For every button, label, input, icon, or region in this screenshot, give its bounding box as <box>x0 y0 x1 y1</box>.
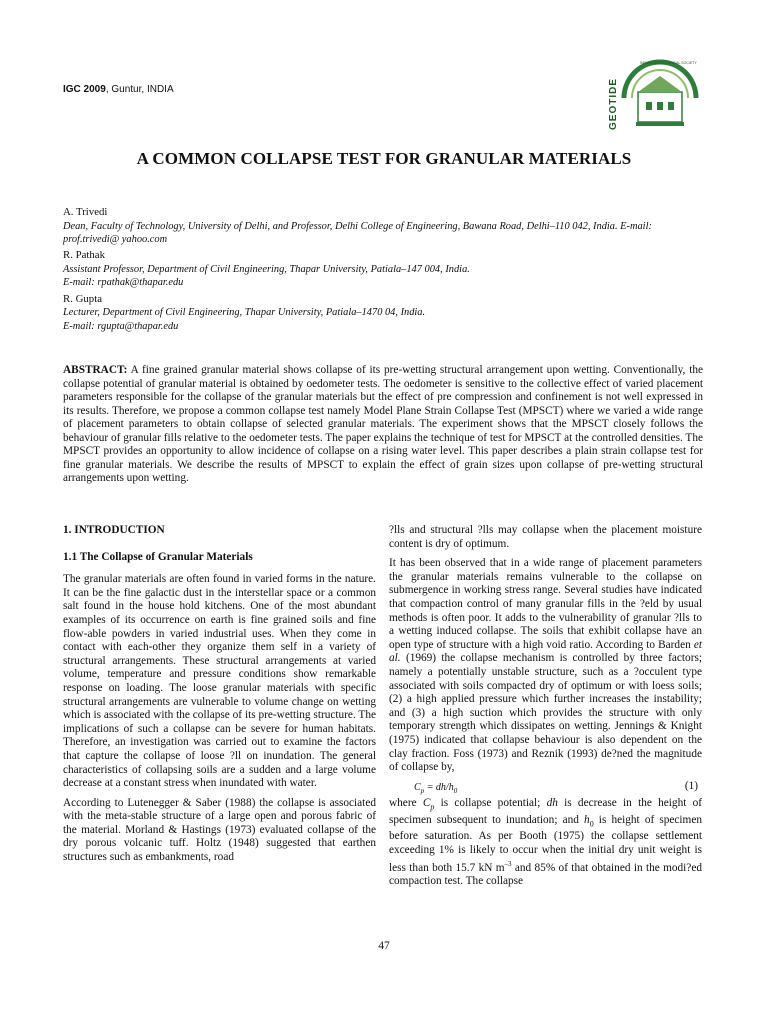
conference-name: IGC 2009 <box>63 84 106 95</box>
page-number: 47 <box>378 940 390 952</box>
paragraph-text: (1969) the collapse mechanism is controlled by three factors; namely a potentially unstable structure, such as a ?occulent type associated with soils compacted dry of optimum or with loess soils; (2) a high applied pressure which further increases the instability; and (3) a high suction which provides the structure with only temporary strength which dissipates on wetting. Jennings & Knight (1975) indicated that collapse behaviour is also dependent on the clay fraction. Foss (1973) and Reznik (1993) de?ned the magnitude of collapse by, <box>389 652 702 774</box>
equation <box>389 779 702 795</box>
equation-formula: $C_p = dh/h_0$ <box>414 781 458 795</box>
author-name: A. Trivedi <box>63 206 108 218</box>
subsection-heading: 1.1 The Collapse of Granular Materials <box>63 550 253 563</box>
author-email: E-mail: rpathak@thapar.edu <box>63 277 184 289</box>
paragraph: where $C_p$ is collapse potential; dh is decrease in the height of specimen subsequent to inundation; and $h_0$ is height of specimen before saturation. As per Booth (1975) the collapse settlement exceeding 1% is likely to occur when the initial dry unit weight is less than both 15.7 kN $m^{-3}$ and 85% of that obtained in the modi?ed compaction test. The collapse <box>389 796 703 887</box>
author-affiliation: Lecturer, Department of Civil Engineering, Thapar University, Patiala–1470 04, India. <box>63 307 426 319</box>
abstract-text: A fine grained granular material shows collapse of its pre-wetting structural arrangement upon wetting. Conventionally, the collapse potential of granular material is obtained by oedometer tests. The oedometer is sensitive to the collective effect of varied placement parameters responsible for the collapse of the granular materials but the effect of pre compression and confinement is not well expressed in its results. Therefore, we propose a common collapse test namely Model Plane Strain Collapse Test (MPSCT) where we varied a wide range of placement parameters to obtain collapse of selected granular materials. The experiment shows that the MPSCT closely follows the behaviour of granular fills relative to the oedometer tests. The paper explains the technique of test for MPSCT at the controlled densities. The MPSCT provides an opportunity to allow incidence of collapse on a rising water level. This paper describes a plain strain collapse test for fine granular materials. We describe the results of MPSCT to explain the effect of grain sizes upon collapse of pre-wetting structural arrangements upon wetting. <box>63 364 704 485</box>
conference-header <box>63 84 174 95</box>
author-block <box>63 206 703 333</box>
right-column <box>389 524 702 895</box>
paragraph: The granular materials are often found in varied forms in the nature. It can be the fine galactic dust in the interstellar space or a common salt found in the house hold kitchens. One of the most abundant examples of its occurrence on earth is fine grained soils and fine flow-able powders in varied industrial uses. When they come in contact with each-other they organize them self in a variety of structural arrangements. These structural arrangements at varied volume, temperature and pressure conditions show remarkable response on loading. The loose granular materials with specific structural arrangements are vulnerable to volume change on wetting which is associated with the collapse of its pre-wetting structure. The implications of such a collapse can be severe for human habitats. Therefore, an investigation was carried out to examine the factors that capture the collapse of loose ?ll on inundation. The general characteristics of collapsing soils are a sudden and a large volume decrease at a constant stress when inundated with water. <box>63 573 376 790</box>
abstract <box>63 364 703 486</box>
paper-title: A COMMON COLLAPSE TEST FOR GRANULAR MATERIALS <box>136 149 632 168</box>
logo-text: GEOTIDE <box>608 77 619 130</box>
author-email: E-mail: rgupta@thapar.edu <box>63 320 179 332</box>
paragraph-text: It has been observed that in a wide range of placement parameters the granular materials remains vulnerable to the collapse on submergence in working stress range. Several studies have indicated that compaction control of many granular fills in the ?eld by usual methods is often poor. It adds to the vulnerability of granular ?lls to a wetting induced collapse. The soils that exhibit collapse have an open type of structure with a high void ratio. According to Barden <box>389 557 702 651</box>
citation-etal: et al. <box>389 638 702 665</box>
logo-ring-text: INDIAN GEOTECHNICAL SOCIETY <box>640 61 697 65</box>
paragraph: According to Lutenegger & Saber (1988) the collapse is associated with the meta-stable structure of a large open and porous fabric of the material. Morland & Hastings (1973) evaluated collapse of the dry porous volcanic tuff. Holtz (1948) suggested that earthen structures such as embankments, road <box>63 796 376 864</box>
author-affiliation: Dean, Faculty of Technology, University of Delhi, and Professor, Delhi College of Engineering, Bawana Road, Delhi–110 042, India. E-mail: prof.trivedi@ yahoo.com <box>63 220 652 245</box>
paragraph <box>389 557 702 775</box>
author-name: R. Gupta <box>63 292 102 305</box>
author-affiliation: Assistant Professor, Department of Civil Engineering, Thapar University, Patiala–147 004, India. <box>63 264 470 275</box>
conference-location: , Guntur, INDIA <box>105 84 174 95</box>
equation-number: (1) <box>684 779 698 792</box>
geotide-logo <box>604 52 716 146</box>
left-column <box>63 524 376 871</box>
author-name: R. Pathak <box>63 249 105 262</box>
section-heading: 1. INTRODUCTION <box>63 524 165 536</box>
paragraph: ?lls and structural ?lls may collapse when the placement moisture content is dry of optimum. <box>389 524 702 550</box>
abstract-label: ABSTRACT: <box>63 364 128 376</box>
